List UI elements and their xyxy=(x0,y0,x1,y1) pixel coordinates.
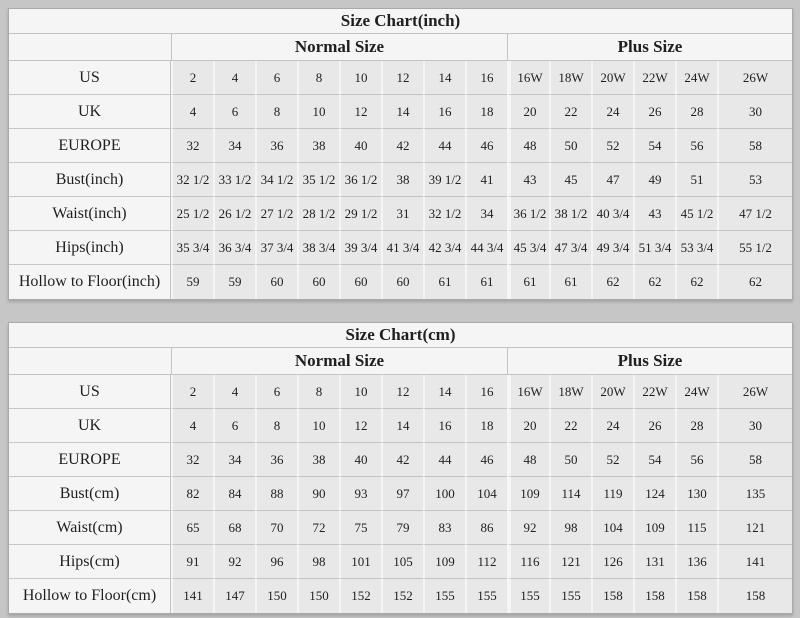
size-value-cell: 62 xyxy=(633,265,675,299)
plus-size-header: Plus Size xyxy=(507,348,792,375)
size-value-cell: 24 xyxy=(591,95,633,129)
size-value-cell: 44 xyxy=(423,443,465,477)
size-value-cell: 56 xyxy=(675,129,717,163)
size-value-cell: 16 xyxy=(423,409,465,443)
size-value-cell: 26 xyxy=(633,95,675,129)
size-value-cell: 88 xyxy=(255,477,297,511)
size-value-cell: 109 xyxy=(507,477,549,511)
size-value-cell: 18W xyxy=(549,375,591,409)
size-value-cell: 84 xyxy=(213,477,255,511)
size-value-cell: 10 xyxy=(297,95,339,129)
normal-size-header: Normal Size xyxy=(171,348,507,375)
size-value-cell: 24W xyxy=(675,375,717,409)
size-value-cell: 20W xyxy=(591,375,633,409)
size-value-cell: 22W xyxy=(633,375,675,409)
size-value-cell: 12 xyxy=(339,95,381,129)
size-value-cell: 104 xyxy=(465,477,507,511)
row-label: EUROPE xyxy=(9,443,171,477)
row-label: Waist(inch) xyxy=(9,197,171,231)
size-value-cell: 60 xyxy=(255,265,297,299)
size-value-cell: 60 xyxy=(339,265,381,299)
size-value-cell: 28 xyxy=(675,409,717,443)
row-label: Hips(inch) xyxy=(9,231,171,265)
size-value-cell: 126 xyxy=(591,545,633,579)
size-value-cell: 55 1/2 xyxy=(717,231,792,265)
table-row xyxy=(9,129,792,163)
size-value-cell: 114 xyxy=(549,477,591,511)
size-value-cell: 20 xyxy=(507,95,549,129)
size-value-cell: 155 xyxy=(507,579,549,613)
size-value-cell: 141 xyxy=(717,545,792,579)
size-chart-inch-table xyxy=(8,8,793,300)
size-value-cell: 45 1/2 xyxy=(675,197,717,231)
size-value-cell: 38 3/4 xyxy=(297,231,339,265)
column-group-row xyxy=(9,34,792,61)
size-value-cell: 79 xyxy=(381,511,423,545)
size-value-cell: 8 xyxy=(297,61,339,95)
size-value-cell: 82 xyxy=(171,477,213,511)
size-value-cell: 150 xyxy=(297,579,339,613)
size-value-cell: 32 1/2 xyxy=(423,197,465,231)
size-value-cell: 35 1/2 xyxy=(297,163,339,197)
size-value-cell: 25 1/2 xyxy=(171,197,213,231)
size-value-cell: 34 xyxy=(213,443,255,477)
row-label: US xyxy=(9,61,171,95)
size-value-cell: 6 xyxy=(213,409,255,443)
size-value-cell: 152 xyxy=(339,579,381,613)
size-value-cell: 38 xyxy=(297,129,339,163)
table-title: Size Chart(cm) xyxy=(9,323,792,348)
size-value-cell: 104 xyxy=(591,511,633,545)
size-value-cell: 14 xyxy=(423,61,465,95)
size-value-cell: 38 1/2 xyxy=(549,197,591,231)
size-value-cell: 65 xyxy=(171,511,213,545)
size-value-cell: 109 xyxy=(633,511,675,545)
size-value-cell: 54 xyxy=(633,443,675,477)
size-value-cell: 46 xyxy=(465,443,507,477)
size-value-cell: 96 xyxy=(255,545,297,579)
table-row xyxy=(9,231,792,265)
size-value-cell: 30 xyxy=(717,95,792,129)
size-value-cell: 33 1/2 xyxy=(213,163,255,197)
size-value-cell: 47 3/4 xyxy=(549,231,591,265)
size-value-cell: 28 xyxy=(675,95,717,129)
size-value-cell: 40 xyxy=(339,443,381,477)
size-value-cell: 158 xyxy=(591,579,633,613)
size-value-cell: 10 xyxy=(297,409,339,443)
size-value-cell: 14 xyxy=(381,409,423,443)
size-value-cell: 61 xyxy=(507,265,549,299)
size-value-cell: 62 xyxy=(675,265,717,299)
size-value-cell: 58 xyxy=(717,129,792,163)
row-label: UK xyxy=(9,95,171,129)
size-value-cell: 42 3/4 xyxy=(423,231,465,265)
size-value-cell: 46 xyxy=(465,129,507,163)
row-label: EUROPE xyxy=(9,129,171,163)
size-value-cell: 43 xyxy=(633,197,675,231)
size-value-cell: 49 xyxy=(633,163,675,197)
normal-size-header: Normal Size xyxy=(171,34,507,61)
size-value-cell: 92 xyxy=(507,511,549,545)
size-value-cell: 112 xyxy=(465,545,507,579)
size-value-cell: 124 xyxy=(633,477,675,511)
size-value-cell: 130 xyxy=(675,477,717,511)
row-label: US xyxy=(9,375,171,409)
size-value-cell: 6 xyxy=(213,95,255,129)
size-chart-cm-table xyxy=(8,322,793,614)
size-value-cell: 72 xyxy=(297,511,339,545)
size-value-cell: 36 3/4 xyxy=(213,231,255,265)
size-value-cell: 14 xyxy=(381,95,423,129)
size-value-cell: 39 1/2 xyxy=(423,163,465,197)
size-value-cell: 59 xyxy=(213,265,255,299)
size-value-cell: 135 xyxy=(717,477,792,511)
size-value-cell: 75 xyxy=(339,511,381,545)
size-value-cell: 42 xyxy=(381,443,423,477)
size-value-cell: 22W xyxy=(633,61,675,95)
size-value-cell: 28 1/2 xyxy=(297,197,339,231)
row-label: UK xyxy=(9,409,171,443)
table-row xyxy=(9,409,792,443)
size-value-cell: 8 xyxy=(255,95,297,129)
table-row xyxy=(9,61,792,95)
size-value-cell: 50 xyxy=(549,129,591,163)
size-value-cell: 49 3/4 xyxy=(591,231,633,265)
size-value-cell: 43 xyxy=(507,163,549,197)
size-value-cell: 98 xyxy=(549,511,591,545)
size-value-cell: 22 xyxy=(549,409,591,443)
size-value-cell: 8 xyxy=(297,375,339,409)
size-value-cell: 12 xyxy=(381,375,423,409)
size-value-cell: 61 xyxy=(549,265,591,299)
size-value-cell: 16 xyxy=(423,95,465,129)
size-value-cell: 4 xyxy=(213,375,255,409)
size-value-cell: 50 xyxy=(549,443,591,477)
size-value-cell: 29 1/2 xyxy=(339,197,381,231)
size-value-cell: 60 xyxy=(381,265,423,299)
size-value-cell: 53 3/4 xyxy=(675,231,717,265)
size-value-cell: 150 xyxy=(255,579,297,613)
size-value-cell: 40 3/4 xyxy=(591,197,633,231)
size-value-cell: 45 xyxy=(549,163,591,197)
size-value-cell: 26 1/2 xyxy=(213,197,255,231)
size-value-cell: 152 xyxy=(381,579,423,613)
size-value-cell: 26W xyxy=(717,375,792,409)
table-row xyxy=(9,265,792,299)
size-value-cell: 20 xyxy=(507,409,549,443)
row-label: Hollow to Floor(cm) xyxy=(9,579,171,613)
size-value-cell: 131 xyxy=(633,545,675,579)
size-value-cell: 62 xyxy=(591,265,633,299)
table-row xyxy=(9,443,792,477)
size-value-cell: 10 xyxy=(339,375,381,409)
size-value-cell: 54 xyxy=(633,129,675,163)
size-value-cell: 12 xyxy=(339,409,381,443)
size-value-cell: 18W xyxy=(549,61,591,95)
plus-size-header: Plus Size xyxy=(507,34,792,61)
size-value-cell: 36 xyxy=(255,443,297,477)
size-value-cell: 40 xyxy=(339,129,381,163)
size-value-cell: 86 xyxy=(465,511,507,545)
size-value-cell: 24 xyxy=(591,409,633,443)
size-value-cell: 48 xyxy=(507,443,549,477)
corner-cell xyxy=(9,34,171,61)
size-value-cell: 41 3/4 xyxy=(381,231,423,265)
size-value-cell: 2 xyxy=(171,375,213,409)
size-value-cell: 37 3/4 xyxy=(255,231,297,265)
size-value-cell: 121 xyxy=(549,545,591,579)
size-value-cell: 4 xyxy=(213,61,255,95)
size-value-cell: 26 xyxy=(633,409,675,443)
size-value-cell: 93 xyxy=(339,477,381,511)
size-value-cell: 22 xyxy=(549,95,591,129)
size-value-cell: 31 xyxy=(381,197,423,231)
table-row xyxy=(9,95,792,129)
size-value-cell: 83 xyxy=(423,511,465,545)
size-value-cell: 70 xyxy=(255,511,297,545)
size-value-cell: 58 xyxy=(717,443,792,477)
size-value-cell: 97 xyxy=(381,477,423,511)
size-value-cell: 38 xyxy=(381,163,423,197)
size-value-cell: 48 xyxy=(507,129,549,163)
size-value-cell: 4 xyxy=(171,95,213,129)
size-value-cell: 27 1/2 xyxy=(255,197,297,231)
size-value-cell: 158 xyxy=(633,579,675,613)
size-value-cell: 36 1/2 xyxy=(507,197,549,231)
size-value-cell: 60 xyxy=(297,265,339,299)
size-value-cell: 52 xyxy=(591,129,633,163)
size-value-cell: 105 xyxy=(381,545,423,579)
size-value-cell: 109 xyxy=(423,545,465,579)
table-row xyxy=(9,545,792,579)
size-value-cell: 101 xyxy=(339,545,381,579)
size-value-cell: 52 xyxy=(591,443,633,477)
size-value-cell: 16W xyxy=(507,375,549,409)
size-value-cell: 155 xyxy=(423,579,465,613)
table-row xyxy=(9,375,792,409)
size-value-cell: 18 xyxy=(465,409,507,443)
size-value-cell: 45 3/4 xyxy=(507,231,549,265)
row-label: Bust(cm) xyxy=(9,477,171,511)
size-value-cell: 16 xyxy=(465,61,507,95)
size-value-cell: 34 1/2 xyxy=(255,163,297,197)
row-label: Bust(inch) xyxy=(9,163,171,197)
size-value-cell: 61 xyxy=(423,265,465,299)
size-value-cell: 158 xyxy=(717,579,792,613)
size-value-cell: 56 xyxy=(675,443,717,477)
table-row xyxy=(9,163,792,197)
row-label: Waist(cm) xyxy=(9,511,171,545)
corner-cell xyxy=(9,348,171,375)
size-value-cell: 20W xyxy=(591,61,633,95)
row-label: Hips(cm) xyxy=(9,545,171,579)
table-body xyxy=(9,375,792,613)
size-value-cell: 141 xyxy=(171,579,213,613)
table-row xyxy=(9,197,792,231)
size-value-cell: 32 xyxy=(171,443,213,477)
table-row xyxy=(9,579,792,613)
size-value-cell: 12 xyxy=(381,61,423,95)
size-value-cell: 35 3/4 xyxy=(171,231,213,265)
size-value-cell: 34 xyxy=(465,197,507,231)
size-value-cell: 53 xyxy=(717,163,792,197)
size-value-cell: 41 xyxy=(465,163,507,197)
size-value-cell: 61 xyxy=(465,265,507,299)
size-value-cell: 158 xyxy=(675,579,717,613)
size-value-cell: 38 xyxy=(297,443,339,477)
size-value-cell: 10 xyxy=(339,61,381,95)
size-value-cell: 119 xyxy=(591,477,633,511)
size-value-cell: 26W xyxy=(717,61,792,95)
table-row xyxy=(9,511,792,545)
size-value-cell: 36 xyxy=(255,129,297,163)
size-value-cell: 62 xyxy=(717,265,792,299)
size-value-cell: 36 1/2 xyxy=(339,163,381,197)
size-value-cell: 68 xyxy=(213,511,255,545)
size-value-cell: 18 xyxy=(465,95,507,129)
size-value-cell: 147 xyxy=(213,579,255,613)
size-value-cell: 44 xyxy=(423,129,465,163)
size-value-cell: 16W xyxy=(507,61,549,95)
size-value-cell: 44 3/4 xyxy=(465,231,507,265)
size-value-cell: 32 1/2 xyxy=(171,163,213,197)
size-value-cell: 47 xyxy=(591,163,633,197)
size-value-cell: 155 xyxy=(465,579,507,613)
size-value-cell: 47 1/2 xyxy=(717,197,792,231)
size-value-cell: 136 xyxy=(675,545,717,579)
size-value-cell: 14 xyxy=(423,375,465,409)
size-value-cell: 91 xyxy=(171,545,213,579)
size-value-cell: 98 xyxy=(297,545,339,579)
size-value-cell: 24W xyxy=(675,61,717,95)
size-value-cell: 2 xyxy=(171,61,213,95)
table-title-row xyxy=(9,9,792,34)
size-value-cell: 59 xyxy=(171,265,213,299)
size-value-cell: 34 xyxy=(213,129,255,163)
column-group-row xyxy=(9,348,792,375)
size-value-cell: 32 xyxy=(171,129,213,163)
size-value-cell: 42 xyxy=(381,129,423,163)
size-value-cell: 4 xyxy=(171,409,213,443)
size-value-cell: 6 xyxy=(255,61,297,95)
size-value-cell: 92 xyxy=(213,545,255,579)
table-row xyxy=(9,477,792,511)
row-label: Hollow to Floor(inch) xyxy=(9,265,171,299)
size-value-cell: 39 3/4 xyxy=(339,231,381,265)
table-title: Size Chart(inch) xyxy=(9,9,792,34)
size-value-cell: 155 xyxy=(549,579,591,613)
size-value-cell: 116 xyxy=(507,545,549,579)
size-value-cell: 90 xyxy=(297,477,339,511)
table-title-row xyxy=(9,323,792,348)
size-value-cell: 6 xyxy=(255,375,297,409)
size-value-cell: 8 xyxy=(255,409,297,443)
table-body xyxy=(9,61,792,299)
size-value-cell: 51 3/4 xyxy=(633,231,675,265)
size-value-cell: 121 xyxy=(717,511,792,545)
size-value-cell: 30 xyxy=(717,409,792,443)
size-value-cell: 16 xyxy=(465,375,507,409)
size-value-cell: 51 xyxy=(675,163,717,197)
size-value-cell: 100 xyxy=(423,477,465,511)
size-value-cell: 115 xyxy=(675,511,717,545)
